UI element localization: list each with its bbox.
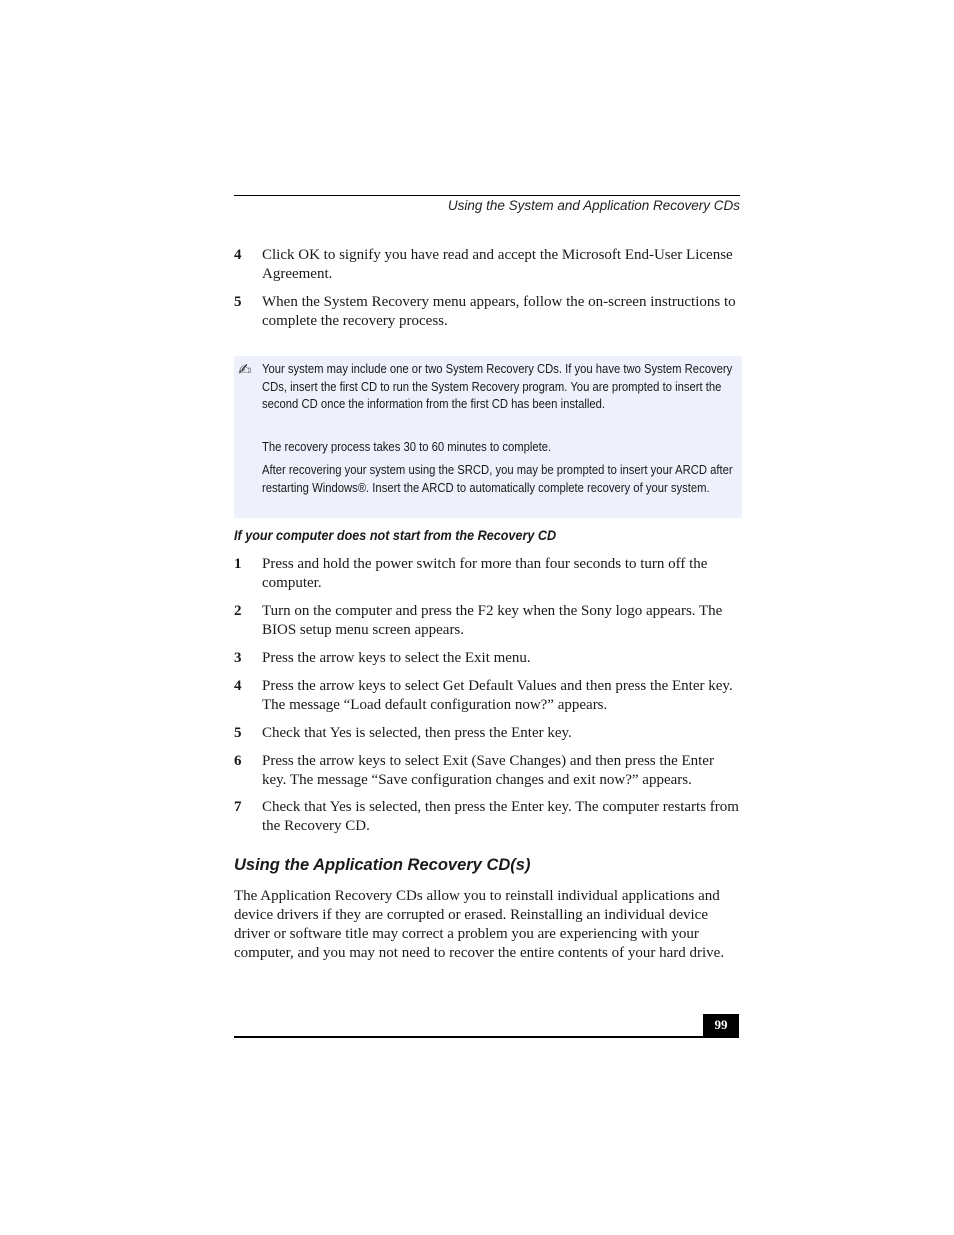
running-head: Using the System and Application Recovery CDs [447,198,740,213]
step-number: 7 [234,799,242,815]
step-number: 3 [234,650,242,666]
step-text: Press the arrow keys to select Get Default Values and then press the Enter key. The message “Load default configuration now?” appears. [262,678,733,713]
page-number: 99 [703,1014,739,1037]
step-number: 2 [234,603,242,619]
step-item [234,555,740,593]
step-item [234,724,740,743]
header-rule [234,195,740,196]
body-paragraph: The Application Recovery CDs allow you to reinstall individual applications and device drivers if they are corrupted or erased. Reinstalling an individual device driver or software title may correct a problem you are experiencing with your computer, and you may not need to recover the entire contents of your hard drive. [234,888,725,961]
step-number: 5 [234,725,242,741]
step-item [234,677,740,715]
step-text: Check that Yes is selected, then press the Enter key. [262,725,572,741]
step-number: 5 [234,294,242,310]
step-item [234,293,740,331]
section-title: Using the Application Recovery CD(s) [234,856,531,874]
step-text: Press and hold the power switch for more than four seconds to turn off the computer. [262,556,708,591]
step-text: Check that Yes is selected, then press the Enter key. The computer restarts from the Recovery CD. [262,799,739,834]
step-text: Click OK to signify you have read and accept the Microsoft End-User License Agreement. [262,247,733,282]
step-item [234,246,740,284]
step-text: Press the arrow keys to select the Exit menu. [262,650,531,666]
step-item [234,602,740,640]
step-number: 1 [234,556,242,572]
note-box [234,356,742,518]
step-item [234,752,740,790]
note-paragraph: The recovery process takes 30 to 60 minutes to complete. [262,439,552,454]
pencil-note-icon: ✍ [238,360,252,379]
step-text: Turn on the computer and press the F2 key when the Sony logo appears. The BIOS setup menu screen appears. [262,603,723,638]
note-paragraph: After recovering your system using the SRCD, you may be prompted to insert your ARCD after restarting Windows®. Insert the ARCD to automatically complete recovery of your system. [262,462,733,495]
step-number: 6 [234,753,242,769]
step-number: 4 [234,678,242,694]
note-paragraph: Your system may include one or two System Recovery CDs. If you have two System Recovery CDs, insert the first CD to run the System Recovery program. You are prompted to insert the second CD once the information from the first CD has been installed. [262,361,733,411]
step-number: 4 [234,247,242,263]
step-text: When the System Recovery menu appears, follow the on-screen instructions to complete the recovery process. [262,294,736,329]
step-item [234,649,740,668]
subhead: If your computer does not start from the Recovery CD [234,527,557,543]
footer-rule [234,1036,739,1038]
step-text: Press the arrow keys to select Exit (Save Changes) and then press the Enter key. The message “Save configuration changes and exit now?” appears. [262,753,714,788]
step-item [234,798,740,836]
